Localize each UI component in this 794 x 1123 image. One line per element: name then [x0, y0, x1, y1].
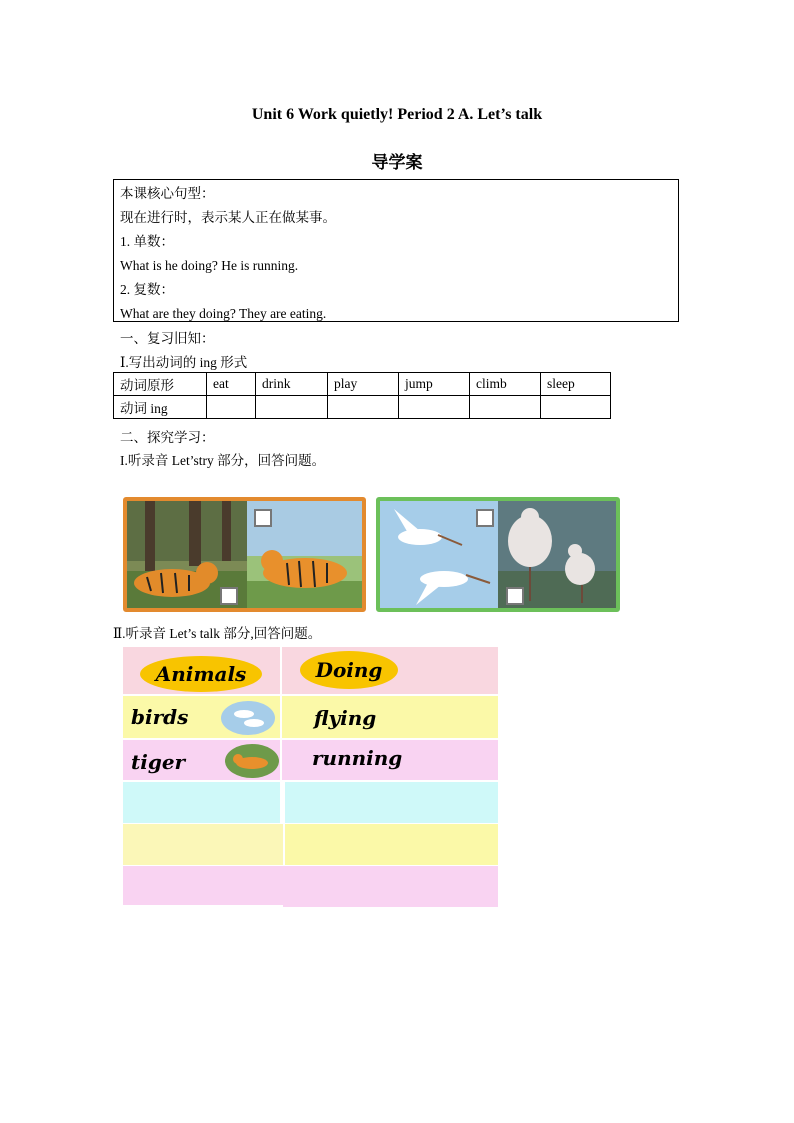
row2-label: 动词 ing [114, 396, 207, 419]
doing-header: Doing [300, 651, 398, 689]
table-row [114, 373, 611, 396]
empty-animal-cell[interactable] [123, 824, 283, 865]
core-line: 2. 复数： [120, 282, 174, 297]
verb-cell: play [328, 373, 399, 396]
answer-cell[interactable] [470, 396, 541, 419]
animals-header: Animals [140, 656, 262, 692]
verb-cell: climb [470, 373, 541, 396]
answer-cell[interactable] [207, 396, 256, 419]
row1-label: 动词原形 [114, 373, 207, 396]
section2-task2: Ⅱ.听录音 Let’s talk 部分,回答问题。 [113, 626, 322, 641]
verb-cell: eat [207, 373, 256, 396]
verb-table [113, 372, 611, 419]
tiger-picture [123, 497, 366, 612]
answer-cell[interactable] [328, 396, 399, 419]
animal-label: birds [131, 705, 189, 729]
section2-heading: 二、探究学习： [120, 430, 215, 445]
birds-thumbnail-icon [220, 700, 276, 736]
animal-label: tiger [131, 750, 186, 774]
bird-checkbox-2[interactable] [506, 587, 524, 605]
core-line: What are they doing? They are eating. [120, 306, 327, 321]
core-sentence-box [113, 179, 679, 322]
core-line: 现在进行时，表示某人正在做某事。 [120, 210, 336, 225]
tiger-checkbox-1[interactable] [254, 509, 272, 527]
page-title: Unit 6 Work quietly! Period 2 A. Let’s talk [251, 106, 543, 123]
empty-doing-cell[interactable] [285, 824, 498, 865]
bird-checkbox-1[interactable] [476, 509, 494, 527]
empty-doing-cell[interactable] [285, 782, 498, 823]
empty-doing-cell[interactable] [283, 866, 498, 907]
empty-animal-cell[interactable] [123, 782, 280, 823]
answer-cell[interactable] [256, 396, 328, 419]
tiger-checkbox-2[interactable] [220, 587, 238, 605]
answer-cell[interactable] [541, 396, 611, 419]
core-line: 本课核心句型： [120, 186, 215, 201]
empty-animal-cell[interactable] [123, 866, 283, 905]
answer-cell[interactable] [399, 396, 470, 419]
core-line: 1. 单数： [120, 234, 174, 249]
doing-label: running [312, 746, 403, 770]
bird-picture [376, 497, 620, 612]
doing-label: flying [314, 706, 377, 730]
verb-cell: jump [399, 373, 470, 396]
section2-task1: I.听录音 Let’stry 部分，回答问题。 [120, 453, 326, 468]
page-subtitle: 导学案 [371, 153, 423, 172]
table-row [114, 396, 611, 419]
section1-heading: 一、复习旧知： [120, 331, 215, 346]
tiger-illustration [127, 501, 362, 608]
verb-cell: drink [256, 373, 328, 396]
core-line: What is he doing? He is running. [120, 258, 299, 273]
tiger-thumbnail-icon [224, 743, 280, 779]
bird-illustration [380, 501, 616, 608]
verb-cell: sleep [541, 373, 611, 396]
section1-task: Ⅰ.写出动词的 ing 形式 [120, 355, 248, 370]
